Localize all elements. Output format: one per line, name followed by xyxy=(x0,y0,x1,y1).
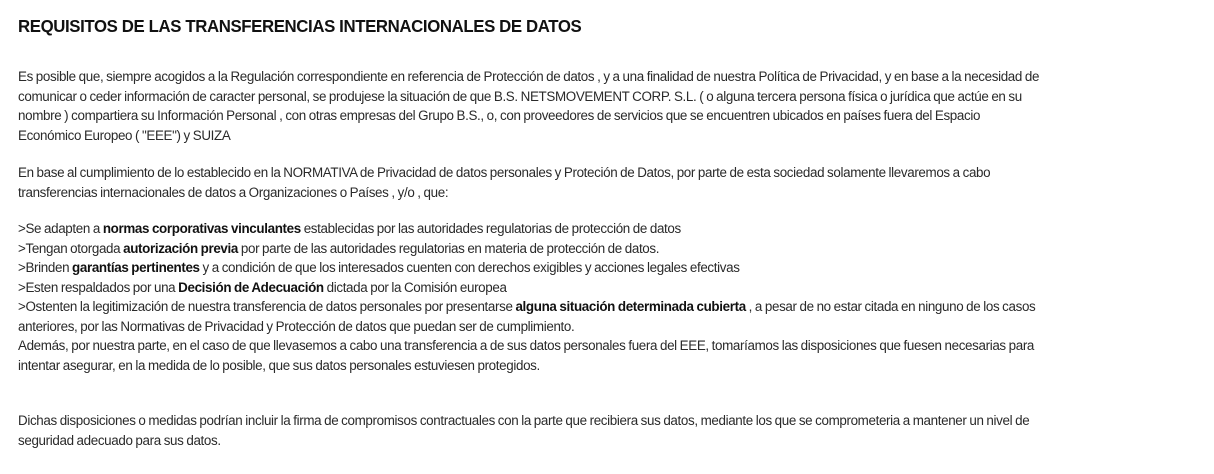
condition-item xyxy=(18,297,1198,317)
intro-line: nombre ) compartiera su Información Personal , con otras empresas del Grupo B.S., o, con proveedores de servicios que se encuentren ubicados en países fuera del Espacio xyxy=(18,108,981,123)
condition-text: y a condición de que los interesados cuenten con derechos exigibles y acciones legales efectivas xyxy=(199,260,740,275)
condition-text: >Se adapten a xyxy=(18,221,103,236)
closing-line: seguridad adecuado para sus datos. xyxy=(18,432,221,448)
intro-line: Económico Europeo ( "EEE") y SUIZA xyxy=(18,127,231,143)
condition-text: >Ostenten la legitimización de nuestra transferencia de datos personales por presentarse xyxy=(18,299,516,314)
condition-item xyxy=(18,239,1198,259)
conditions-tail-line: anteriores, por las Normativas de Privacidad y Protección de datos que puedan ser de cumplimiento. xyxy=(18,318,575,334)
closing-line: Dichas disposiciones o medidas podrían incluir la firma de compromisos contractuales con la parte que recibiera sus datos, mediante los que se comprometeria a mantener un nivel de xyxy=(18,413,1030,428)
condition-item xyxy=(18,219,1198,239)
intro-paragraph xyxy=(18,67,1198,145)
condition-text: dictada por la Comisión europea xyxy=(323,279,507,295)
condition-item xyxy=(18,258,1198,278)
intro-line: Es posible que, siempre acogidos a la Regulación correspondiente en referencia de Protección de datos , y a una finalidad de nuestra Política de Privacidad, y en base a la necesidad de xyxy=(18,69,1040,84)
conditions-tail-line: intentar asegurar, en la medida de lo posible, que sus datos personales estuviesen protegidos. xyxy=(18,357,540,373)
page-title: REQUISITOS DE LAS TRANSFERENCIAS INTERNACIONALES DE DATOS xyxy=(18,16,582,36)
basis-line: En base al cumplimiento de lo establecido en la NORMATIVA de Privacidad de datos personales y Proteción de Datos, por parte de esta sociedad solamente llevaremos a cabo xyxy=(18,165,991,180)
condition-emphasis: autorización previa xyxy=(123,240,238,256)
condition-emphasis: normas corporativas vinculantes xyxy=(102,221,301,236)
intro-line: comunicar o ceder información de caracter personal, se produjese la situación de que B.S. NETSMOVEMENT CORP. S.L. ( o alguna tercera persona física o jurídica que actúe en su xyxy=(18,88,1022,104)
conditions-list xyxy=(18,219,1198,375)
condition-text: , a pesar de no estar citada en ninguno de los casos xyxy=(745,299,1036,314)
condition-text: >Esten respaldados por una xyxy=(18,279,179,295)
basis-paragraph xyxy=(18,163,1198,202)
conditions-tail-line: Además, por nuestra parte, en el caso de que llevasemos a cabo una transferencia a de sus datos personales fuera del EEE, tomaríamos las disposiciones que fuesen necesarias para xyxy=(18,338,1035,353)
condition-emphasis: alguna situación determinada cubierta xyxy=(515,299,746,314)
condition-text: >Brinden xyxy=(18,260,73,275)
closing-paragraph xyxy=(18,411,1198,450)
condition-emphasis: garantías pertinentes xyxy=(72,260,200,275)
condition-item xyxy=(18,278,1198,298)
condition-text: establecidas por las autoridades regulatorias de protección de datos xyxy=(300,221,681,236)
condition-emphasis: Decisión de Adecuación xyxy=(178,279,324,295)
condition-text: >Tengan otorgada xyxy=(18,240,124,256)
basis-line: transferencias internacionales de datos a Organizaciones o Países , y/o , que: xyxy=(18,184,449,200)
condition-text: por parte de las autoridades regulatorias en materia de protección de datos. xyxy=(238,240,660,256)
